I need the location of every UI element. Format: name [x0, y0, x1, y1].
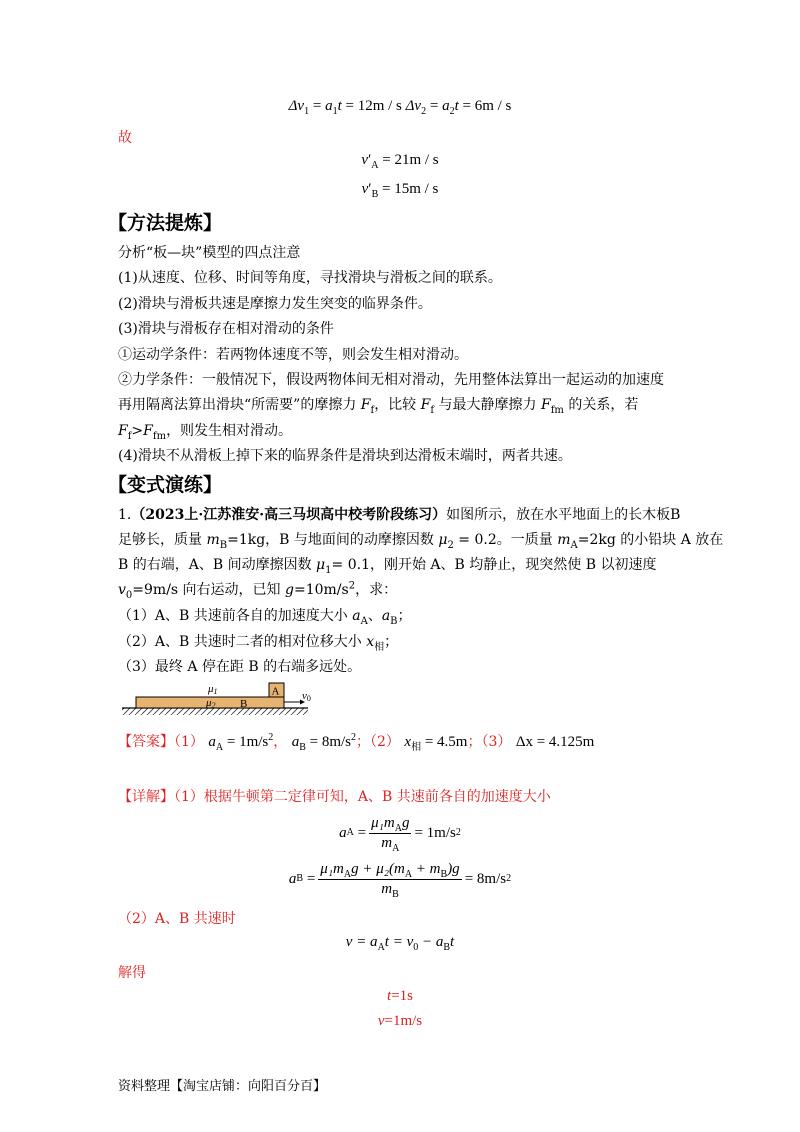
var: F — [540, 397, 551, 413]
sub: A — [343, 868, 352, 880]
num: g + μ₂(m — [351, 860, 405, 877]
detail-intro: （1）根据牛顿第二定律可知，A、B 共速前各自的加速度大小 — [174, 789, 551, 805]
practice-heading: 【变式演练】 — [108, 474, 223, 496]
var: a — [352, 608, 361, 624]
eq-sub: A — [371, 160, 379, 171]
eq-aA: a A = $\frac{\mu_1m_Ag}{m_A}$ = 1m/s 2 — [339, 814, 461, 854]
var: a — [291, 734, 300, 750]
vb-equation — [0, 181, 800, 198]
var: a — [288, 870, 297, 887]
sub: 0 — [413, 942, 419, 953]
method-intro: 分析“板—块”模型的四点注意 — [118, 245, 301, 261]
answer-line — [118, 731, 594, 751]
sub: A — [392, 842, 400, 854]
question-number: 1. — [118, 507, 132, 523]
sub: 2 — [447, 539, 454, 551]
question-line-2 — [118, 529, 723, 549]
val: = 4.5m — [421, 734, 468, 750]
eq-text: a — [442, 98, 450, 114]
val: = 1m/s — [414, 824, 456, 841]
eq-common-velocity — [0, 934, 800, 951]
text: =9m/s 向右运动，已知 — [132, 582, 286, 598]
text: 的关系，若 — [563, 397, 639, 413]
method-heading: 【方法提炼】 — [108, 212, 223, 234]
sub: 相 — [374, 641, 385, 653]
eq-text: t — [337, 98, 342, 114]
sub: f — [127, 430, 132, 442]
eq-sub: 2 — [449, 106, 455, 117]
sub: B — [443, 942, 451, 953]
va-equation — [0, 152, 800, 169]
var: g — [285, 582, 294, 598]
num: )g — [447, 860, 460, 877]
eq-sub: B — [371, 189, 379, 200]
num: μ₁m — [371, 814, 395, 831]
num: μ₁m — [320, 860, 344, 877]
eq-text: t — [454, 98, 459, 114]
val: =1s — [391, 988, 413, 1004]
eq-text: Δv — [405, 98, 422, 114]
sub-question-1 — [118, 605, 412, 625]
sub: A — [377, 942, 385, 953]
sup: 2 — [348, 580, 356, 592]
result-v — [0, 1013, 800, 1030]
method-point-3b-line3 — [118, 420, 292, 440]
method-point-3a: ①运动学条件：若两物体速度不等，则会发生相对滑动。 — [118, 347, 468, 363]
val: = 8m/s — [464, 870, 507, 887]
eq-sub: 1 — [332, 106, 338, 117]
mu1-label — [207, 683, 218, 696]
eq-text: = 21m / s — [378, 152, 439, 168]
eq-text: ′ — [368, 181, 372, 197]
sub-question-2 — [118, 631, 398, 651]
method-point-2: (2)滑块与滑板共速是摩擦力发生突变的临界条件。 — [118, 296, 432, 312]
var: x — [366, 634, 375, 650]
question-source: （2023上·江苏淮安·高三马坝高中校考阶段练习） — [131, 507, 447, 523]
solve-label: 解得 — [118, 965, 146, 981]
eq-text: = 6m / s — [458, 98, 512, 114]
var: v — [377, 1013, 385, 1029]
text: 如图所示，放在水平地面上的长木板B — [446, 507, 681, 523]
eq-text: v — [361, 152, 368, 168]
question-line-3 — [118, 554, 656, 574]
var: t — [387, 988, 392, 1004]
eq-sub: 1 — [304, 106, 310, 117]
var: a — [381, 608, 391, 624]
num: g — [401, 814, 410, 831]
text: ； — [397, 608, 412, 624]
sub: A — [570, 539, 578, 551]
sub: f — [370, 404, 375, 416]
sub: 1 — [325, 564, 332, 576]
val: = 1m/s — [223, 734, 269, 750]
sub: B — [392, 888, 399, 900]
var: F — [360, 397, 371, 413]
var: μ — [438, 532, 448, 548]
text: ，则发生相对滑动。 — [166, 423, 293, 439]
text: 再用隔离法算出滑块“所需要”的摩擦力 — [118, 397, 361, 413]
therefore-label: 故 — [118, 130, 132, 146]
page-footer: 资料整理【淘宝店铺：向阳百分百】 — [118, 1079, 327, 1094]
text: = 0.1，刚开始 A、B 均静止，现突然使 B 以初速度 — [331, 557, 657, 573]
fraction — [369, 815, 411, 852]
top-equation: $\Delta v_1 = a_1t = 12m / s$ $\Delta v_2 = a_2t = 6m / s$ — [288, 98, 512, 117]
text: （2）A、B 共速时二者的相对位移大小 — [118, 634, 367, 650]
text: =1kg，B 与地面间的动摩擦因数 — [227, 532, 439, 548]
den: m — [381, 880, 393, 897]
result-t — [0, 988, 800, 1005]
sub: A — [394, 822, 402, 834]
sub: fm — [550, 404, 564, 416]
text: 足够长，质量 — [118, 532, 207, 548]
sub: A — [360, 615, 368, 627]
text: t = v — [384, 934, 414, 950]
text: ；（2） — [356, 734, 400, 750]
var: m — [206, 532, 220, 548]
text: ，求： — [355, 582, 398, 598]
v0-symbol: v — [302, 690, 307, 702]
sup: 2 — [268, 732, 274, 743]
text: （1）A、B 共速前各自的加速度大小 — [118, 608, 353, 624]
eq-text: v — [361, 181, 369, 197]
board-block-figure — [118, 678, 338, 718]
method-point-3b-line1: ②力学条件：一般情况下，假设两物体间无相对滑动，先用整体法算出一起运动的加速度 — [118, 372, 664, 388]
fraction — [318, 861, 461, 898]
text: 、 — [367, 608, 382, 624]
var: a — [208, 734, 216, 750]
sub-question-3: （3）最终 A 停在距 B 的右端多远处。 — [118, 659, 362, 675]
var: a — [339, 824, 347, 841]
var: F — [420, 397, 431, 413]
den: m — [381, 834, 393, 851]
block-a-label: A — [271, 685, 280, 698]
text: =2kg 的小铅块 A 放在 — [577, 532, 724, 548]
text: 与最大静摩擦力 — [434, 397, 541, 413]
text: ； — [384, 634, 399, 650]
board-b-label: B — [240, 698, 248, 710]
text: ， — [273, 734, 288, 750]
detail-tag: 【详解】 — [118, 789, 174, 805]
sub: A — [215, 742, 224, 753]
sub: fm — [152, 430, 167, 442]
num: + m — [412, 860, 441, 877]
var: v — [118, 582, 126, 598]
text: B 的右端，A、B 间动摩擦因数 — [118, 557, 317, 573]
question-line-4 — [118, 579, 397, 599]
method-point-4: (4)滑块不从滑板上掉下来的临界条件是滑块到达滑板末端时，两者共速。 — [118, 448, 572, 464]
sub: 相 — [411, 742, 422, 753]
detail-part-2: （2）A、B 共速时 — [118, 911, 236, 927]
sub: B — [440, 868, 448, 880]
text: − a — [418, 934, 444, 950]
method-point-3: (3)滑块与滑板存在相对滑动的条件 — [118, 321, 334, 337]
val: =1m/s — [384, 1013, 423, 1029]
method-point-1: (1)从速度、位移、时间等角度，寻找滑块与滑板之间的联系。 — [118, 270, 502, 286]
v0-label — [302, 690, 311, 703]
text: v = a — [345, 934, 378, 950]
sub: B — [390, 615, 398, 627]
eq-text: ′ — [368, 152, 372, 168]
text: （1） — [174, 734, 204, 750]
sub: 0 — [125, 589, 133, 601]
var: F — [143, 423, 153, 439]
eq-text: Δv — [288, 98, 305, 114]
method-point-3b-line2 — [118, 394, 638, 414]
text: ，比较 — [374, 397, 421, 413]
detail-line-1 — [118, 786, 551, 806]
sub: B — [299, 742, 306, 753]
text: = 0.2。一质量 — [453, 532, 558, 548]
var: μ — [316, 557, 326, 573]
v0-sub: 0 — [306, 694, 311, 703]
sub: A — [404, 868, 413, 880]
sub: f — [430, 404, 435, 416]
val: = 8m/s — [305, 734, 352, 750]
text: t — [450, 934, 455, 950]
var: x — [404, 734, 412, 750]
sup: 2 — [351, 732, 357, 743]
answer-dx: Δx = 4.125m — [515, 734, 595, 750]
eq-text: = 12m / s — [341, 98, 406, 114]
mu2-sub: 2 — [211, 701, 216, 710]
mu2-symbol: μ — [206, 697, 212, 709]
eq-text: a — [325, 98, 333, 114]
text: ；（3） — [467, 734, 512, 750]
eq-text: = 15m / s — [378, 181, 439, 197]
eq-aB: a B = $\frac{\mu_1m_Ag + \mu_2(m_A + m_B)g}{m_B}$ = 8m/s 2 — [288, 860, 512, 900]
var: m — [557, 532, 571, 548]
eq-sub: 2 — [421, 106, 427, 117]
text: =10m/s — [293, 582, 349, 598]
question-line-1 — [118, 504, 680, 524]
text: > — [131, 423, 144, 439]
sub: B — [219, 539, 228, 551]
mu1-symbol: μ — [208, 683, 214, 695]
answer-tag: 【答案】 — [118, 734, 174, 750]
mu1-sub: 1 — [213, 687, 218, 696]
var: F — [118, 423, 128, 439]
